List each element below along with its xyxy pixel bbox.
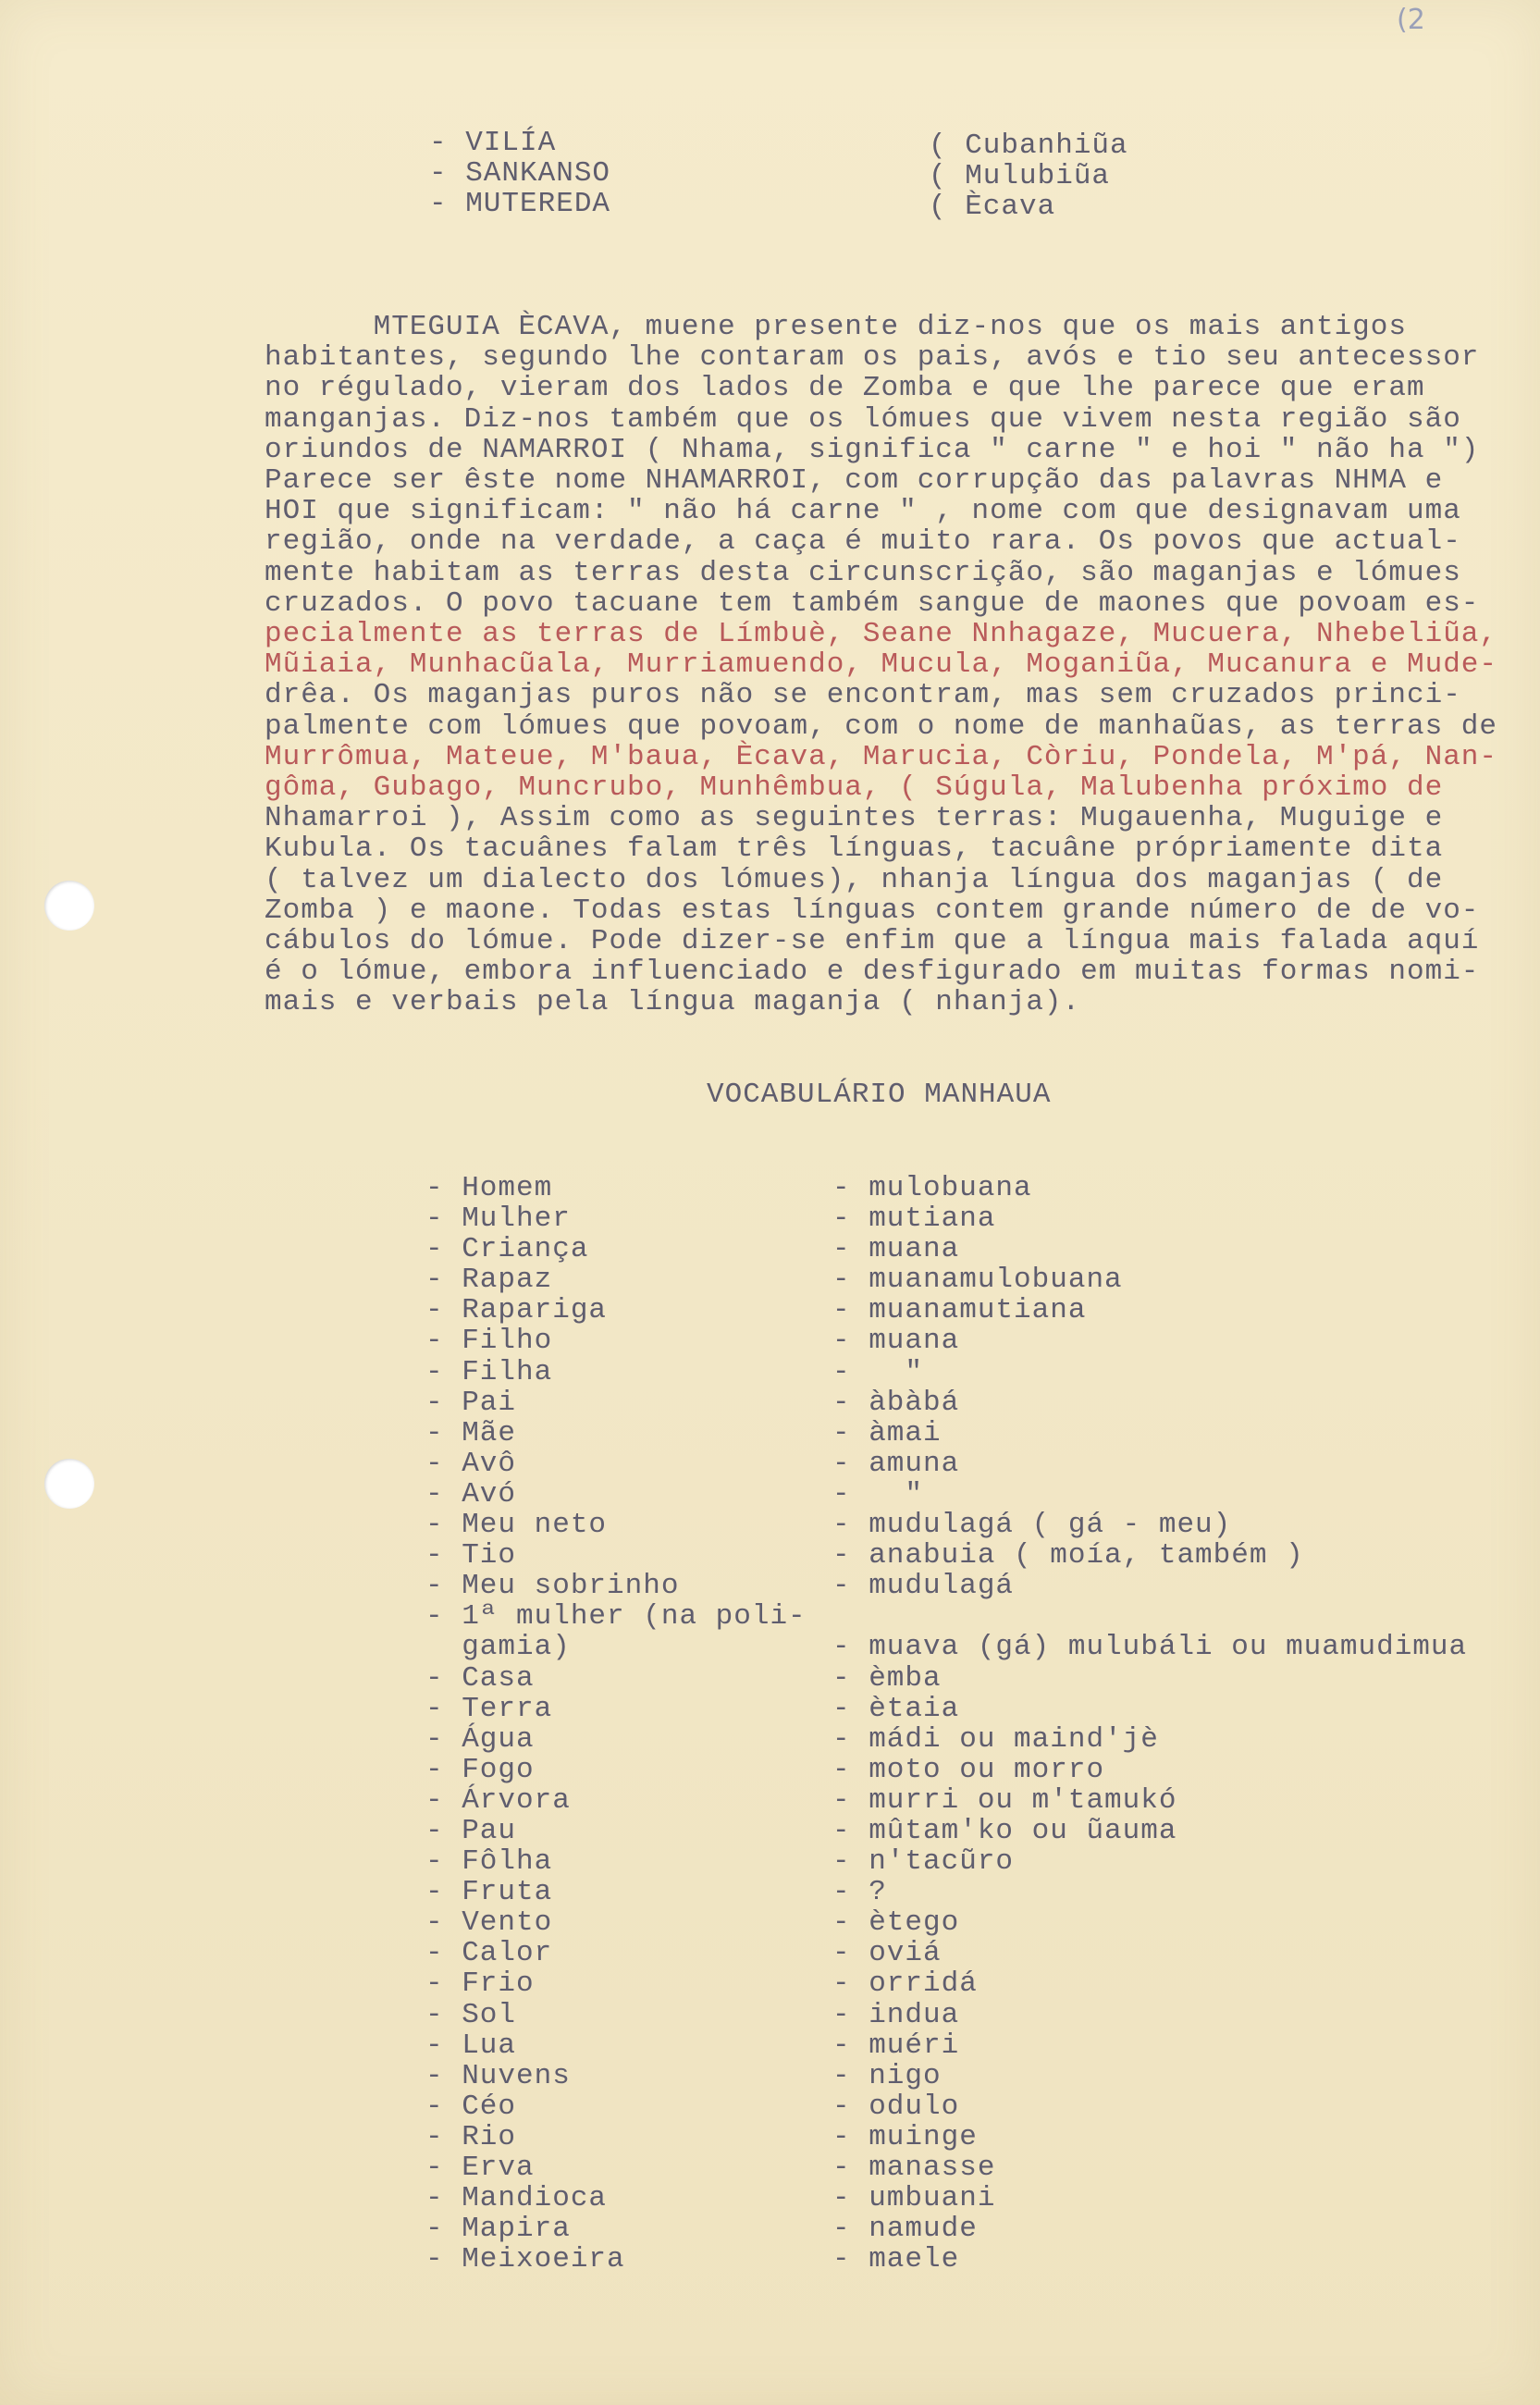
- vocab-translation: - maele: [832, 2243, 960, 2276]
- vocab-translation: - mutiana: [832, 1202, 996, 1236]
- vocab-term: - Mapira: [425, 2213, 571, 2246]
- vocab-term: - Pau: [425, 1814, 517, 1847]
- vocab-translation: - nigo: [832, 2059, 942, 2092]
- paragraph-line: região, onde na verdade, a caça é muito rara. Os povos que actual-: [265, 525, 1461, 559]
- vocab-translation: - amuna: [832, 1447, 960, 1480]
- paragraph-line: Kubula. Os tacuânes falam três línguas, tacuâne própriamente dita: [265, 832, 1444, 866]
- vocab-translation: - muava (gá) mulubáli ou muamudimua: [832, 1631, 1468, 1664]
- vocab-term: - Mãe: [425, 1416, 517, 1449]
- vocab-translation: - muana: [832, 1233, 960, 1266]
- paragraph-line: oriundos de NAMARROI ( Nhama, significa " carne " e hoi " não ha "): [265, 433, 1480, 466]
- vocab-term: - Fogo: [425, 1753, 535, 1786]
- vocab-term: gamia): [425, 1631, 571, 1664]
- vocab-translation: - ": [832, 1355, 924, 1388]
- paragraph-line: no régulado, vieram dos lados de Zomba e que lhe parece que eram: [265, 372, 1425, 405]
- paragraph-line: palmente com lómues que povoam, com o nome de manhaũas, as terras de: [265, 709, 1498, 743]
- place-name: ( Cubanhiũa: [929, 130, 1128, 162]
- vocab-translation: - mudulagá: [832, 1570, 1015, 1603]
- vocab-term: - Avô: [425, 1447, 517, 1480]
- paragraph-line: Zomba ) e maone. Todas estas línguas contem grande número de de vo-: [265, 894, 1480, 927]
- region-name: - VILÍA: [429, 127, 557, 159]
- vocab-term: - Filho: [425, 1325, 553, 1358]
- vocab-term: - Casa: [425, 1661, 535, 1695]
- paragraph-line: é o lómue, embora influenciado e desfigurado em muitas formas nomi-: [265, 956, 1480, 989]
- vocab-translation: - mádi ou maind'jè: [832, 1722, 1159, 1756]
- vocab-term: - Mandioca: [425, 2182, 608, 2215]
- punch-hole: [44, 881, 94, 931]
- paragraph-line: MTEGUIA ÈCAVA, muene presente diz-nos que os mais antigos: [265, 311, 1407, 343]
- vocab-term: - Terra: [425, 1692, 553, 1725]
- vocabulary-manhaua-column: [832, 1173, 1467, 2275]
- vocab-term: - Céo: [425, 2090, 517, 2123]
- vocab-translation: - àmai: [832, 1416, 942, 1449]
- vocab-translation: - moto ou morro: [832, 1753, 1105, 1786]
- vocab-translation: - manasse: [832, 2152, 996, 2184]
- vocab-translation: - murri ou m'tamukó: [832, 1783, 1177, 1817]
- vocab-translation: - muinge: [832, 2120, 978, 2153]
- vocab-translation: - ètaia: [832, 1692, 960, 1725]
- punch-hole: [44, 1459, 94, 1509]
- paragraph-line: Murrômua, Mateue, M'baua, Ècava, Marucia, Còriu, Pondela, M'pá, Nan-: [265, 740, 1498, 773]
- paragraph-line: cábulos do lómue. Pode dizer-se enfim que a língua mais falada aquí: [265, 925, 1480, 958]
- paragraph-line: drêa. Os maganjas puros não se encontram, mas sem cruzados princi-: [265, 679, 1461, 712]
- vocab-term: - Homem: [425, 1172, 553, 1204]
- paragraph-line: ( talvez um dialecto dos lómues), nhanja língua dos maganjas ( de: [265, 863, 1444, 896]
- vocab-translation: [832, 1601, 1467, 1632]
- vocabulary-title: VOCABULÁRIO MANHAUA: [707, 1079, 1052, 1111]
- vocab-term: - 1ª mulher (na poli-: [425, 1600, 807, 1634]
- vocab-term: - Sol: [425, 1998, 517, 2031]
- region-name: - SANKANSO: [429, 157, 611, 190]
- vocab-translation: - ètego: [832, 1906, 960, 1940]
- vocab-term: - Meu neto: [425, 1509, 608, 1542]
- region-list: [429, 128, 610, 219]
- vocab-term: - Filha: [425, 1355, 553, 1388]
- vocab-translation: - ?: [832, 1876, 887, 1909]
- paragraph-line: mais e verbais pela língua maganja ( nhanja).: [265, 986, 1081, 1019]
- vocab-translation: - mulobuana: [832, 1172, 1032, 1204]
- place-name: ( Mulubiũa: [929, 160, 1111, 192]
- vocab-translation: - muana: [832, 1325, 960, 1358]
- vocab-translation: - ": [832, 1477, 924, 1511]
- vocab-translation: - namude: [832, 2213, 978, 2246]
- vocab-term: - Árvora: [425, 1783, 571, 1817]
- paragraph-line: Mũiaia, Munhacũala, Murriamuendo, Mucula, Moganiũa, Mucanura e Mude-: [265, 648, 1498, 682]
- vocab-translation: - mûtam'ko ou ũauma: [832, 1814, 1177, 1847]
- vocab-term: - Meu sobrinho: [425, 1570, 680, 1603]
- paragraph-line: habitantes, segundo lhe contaram os pais, avós e tio seu antecessor: [265, 341, 1480, 375]
- vocab-translation: - orridá: [832, 1967, 978, 2001]
- body-paragraph: [265, 312, 1522, 1018]
- vocab-translation: - mudulagá ( gá - meu): [832, 1509, 1232, 1542]
- vocab-translation: - n'tacũro: [832, 1845, 1015, 1879]
- vocab-term: - Nuvens: [425, 2059, 571, 2092]
- paragraph-line: cruzados. O povo tacuane tem também sangue de maones que povoam es-: [265, 586, 1480, 620]
- vocab-term: - Água: [425, 1722, 535, 1756]
- place-list: [929, 130, 1128, 222]
- paragraph-line: gôma, Gubago, Muncrubo, Munhêmbua, ( Súgula, Malubenha próximo de: [265, 771, 1444, 805]
- vocab-term: - Mulher: [425, 1202, 571, 1236]
- vocab-term: - Frio: [425, 1967, 535, 2001]
- region-name: - MUTEREDA: [429, 188, 611, 220]
- vocab-translation: - muéri: [832, 2029, 960, 2062]
- vocab-term: - Tio: [425, 1539, 517, 1572]
- paragraph-line: mente habitam as terras desta circunscrição, são maganjas e lómues: [265, 556, 1461, 589]
- vocab-term: - Avó: [425, 1477, 517, 1511]
- vocab-term: - Vento: [425, 1906, 553, 1940]
- paragraph-line: Parece ser êste nome NHAMARROI, com corrupção das palavras NHMA e: [265, 464, 1444, 498]
- vocab-term: - Rio: [425, 2120, 517, 2153]
- vocab-term: - Criança: [425, 1233, 589, 1266]
- paragraph-line: Nhamarroi ), Assim como as seguintes terras: Mugauenha, Muguige e: [265, 802, 1444, 835]
- vocab-term: - Erva: [425, 2152, 535, 2184]
- page-number: (2: [1397, 4, 1425, 36]
- vocab-translation: - muanamulobuana: [832, 1264, 1123, 1297]
- vocab-translation: - oviá: [832, 1937, 942, 1970]
- vocab-term: - Pai: [425, 1386, 517, 1419]
- vocab-term: - Rapariga: [425, 1294, 608, 1327]
- vocabulary-portuguese-column: [425, 1173, 807, 2275]
- vocab-translation: - èmba: [832, 1661, 942, 1695]
- vocab-term: - Fôlha: [425, 1845, 553, 1879]
- paragraph-line: manganjas. Diz-nos também que os lómues que vivem nesta região são: [265, 402, 1461, 436]
- vocab-term: - Meixoeira: [425, 2243, 625, 2276]
- vocab-translation: - indua: [832, 1998, 960, 2031]
- vocab-term: - Fruta: [425, 1876, 553, 1909]
- paragraph-line: HOI que significam: " não há carne " , nome com que designavam uma: [265, 495, 1461, 528]
- vocab-translation: - umbuani: [832, 2182, 996, 2215]
- vocab-translation: - anabuia ( moía, também ): [832, 1539, 1304, 1572]
- vocab-term: - Calor: [425, 1937, 553, 1970]
- paragraph-line: pecialmente as terras de Límbuè, Seane Nnhagaze, Mucuera, Nhebeliũa,: [265, 618, 1498, 651]
- vocab-term: - Lua: [425, 2029, 517, 2062]
- vocab-translation: - àbàbá: [832, 1386, 960, 1419]
- place-name: ( Ècava: [929, 191, 1056, 223]
- vocab-translation: - odulo: [832, 2090, 960, 2123]
- vocab-translation: - muanamutiana: [832, 1294, 1087, 1327]
- vocab-term: - Rapaz: [425, 1264, 553, 1297]
